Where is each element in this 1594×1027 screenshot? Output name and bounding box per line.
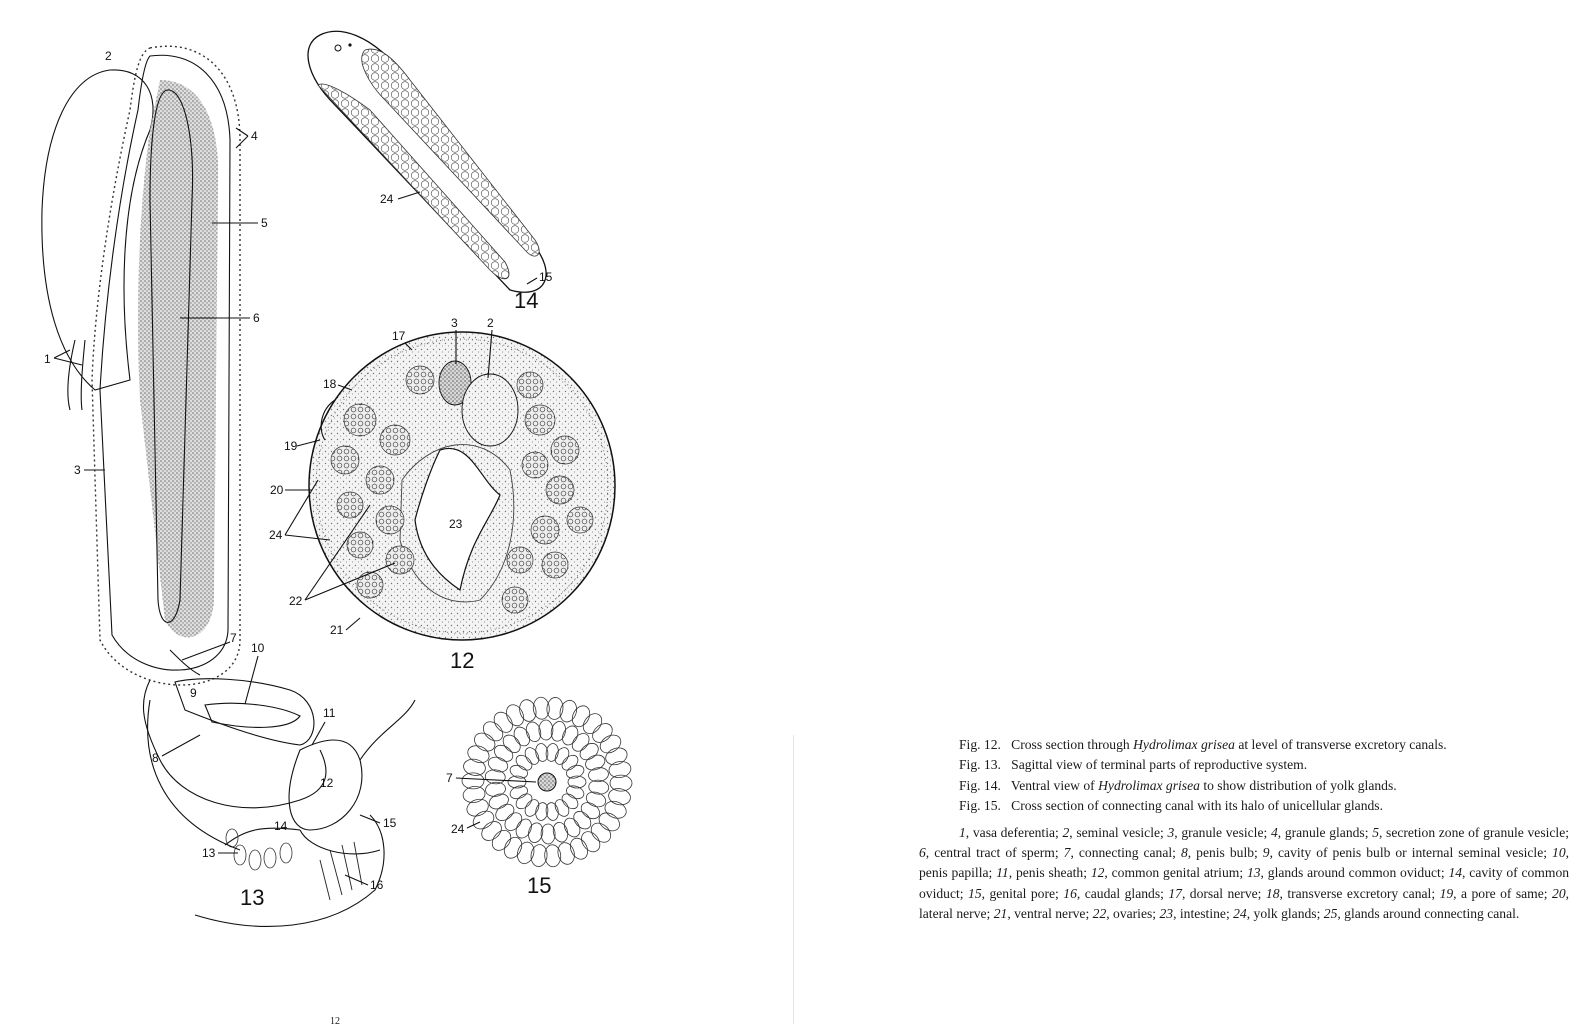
page-gutter [793, 735, 794, 1024]
label-12-23: 23 [449, 517, 463, 531]
legend-number: 7 [1063, 845, 1071, 861]
legend-number: 1 [959, 824, 966, 840]
legend-term: dorsal nerve [1189, 885, 1258, 901]
legend-number: 25 [1323, 906, 1338, 922]
legend-term: connecting canal [1078, 845, 1173, 861]
legend-number: 23 [1159, 906, 1174, 922]
label-12-24: 24 [269, 528, 283, 542]
figure-15-drawing [462, 697, 632, 868]
legend-number: 19 [1439, 885, 1454, 901]
label-13-13: 13 [202, 846, 216, 860]
legend-number: 2 [1062, 824, 1070, 840]
figure-13-number: 13 [240, 885, 265, 910]
figure-legend: 1, vasa deferentia; 2, seminal vesicle; 3, granule vesicle; 4, granule glands; 5, secretion zone of granule vesicle; 6, central tract of sperm; 7, connecting canal; 8, penis bulb; 9, cavity of penis bulb or internal seminal vesicle; 10, penis papilla; 11, penis sheath; 12, common genital atrium; 13, glands around common oviduct; 14, cavity of common oviduct; 15, genital pore; 16, caudal glands; 17, dorsal nerve; 18, transverse excretory canal; 19, a pore of same; 20, lateral nerve; 21, ventral nerve; 22, ovaries; 23, intestine; 24, yolk glands; 25, glands around connecting canal. [919, 824, 1570, 922]
label-13-1: 1 [44, 352, 51, 366]
label-13-16: 16 [370, 878, 384, 892]
legend-term: ventral nerve [1014, 906, 1086, 922]
page-number: 12 [330, 1016, 340, 1027]
legend-term: granule vesicle [1181, 824, 1264, 840]
label-12-17: 17 [392, 329, 406, 343]
label-12-3: 3 [451, 316, 458, 330]
label-12-22: 22 [289, 594, 303, 608]
figure-12-number: 12 [450, 648, 475, 673]
legend-term: penis bulb [1196, 845, 1255, 861]
label-14-15: 15 [539, 270, 553, 284]
label-13-4: 4 [251, 129, 258, 143]
legend-number: 3 [1167, 824, 1175, 840]
legend-number: 11 [996, 865, 1009, 881]
legend-term: penis papilla [919, 865, 989, 881]
legend-number: 20 [1552, 885, 1566, 901]
label-12-18: 18 [323, 377, 337, 391]
legend-number: 18 [1265, 885, 1280, 901]
legend-number: 14 [1448, 865, 1463, 881]
figure-14-drawing [308, 31, 546, 292]
figure-15-number: 15 [527, 873, 552, 898]
legend-number: 5 [1372, 824, 1379, 840]
label-13-15: 15 [383, 816, 397, 830]
legend-number: 22 [1092, 906, 1107, 922]
figure-12-drawing [309, 332, 615, 640]
legend-term: granule glands [1284, 824, 1365, 840]
label-14-24: 24 [380, 192, 394, 206]
label-13-6: 6 [253, 311, 260, 325]
legend-term: caudal glands [1084, 885, 1161, 901]
legend-term: secretion zone of granule vesicle [1386, 824, 1566, 840]
label-13-11: 11 [323, 706, 336, 720]
legend-number: 6 [919, 845, 926, 861]
legend-term: ovaries [1113, 906, 1153, 922]
legend-term: glands around connecting canal [1344, 906, 1516, 922]
legend-number: 21 [993, 906, 1008, 922]
legend-number: 8 [1180, 845, 1188, 861]
legend-term: vasa deferentia [972, 824, 1056, 840]
caption-fig-14: Fig. 14. Ventral view of Hydrolimax grisea to show distribution of yolk glands. [959, 777, 1397, 793]
legend-number: 10 [1552, 845, 1566, 861]
legend-term: a pore of same [1461, 885, 1544, 901]
legend-term: central tract of sperm [934, 845, 1055, 861]
label-12-21: 21 [330, 623, 344, 637]
legend-number: 24 [1233, 906, 1247, 922]
legend-term: transverse excretory canal [1287, 885, 1432, 901]
label-13-14: 14 [274, 819, 288, 833]
legend-term: intestine [1179, 906, 1226, 922]
label-13-2: 2 [105, 49, 112, 63]
legend-number: 13 [1246, 865, 1261, 881]
label-15-24: 24 [451, 822, 465, 836]
label-13-10: 10 [251, 641, 265, 655]
label-12-2: 2 [487, 316, 494, 330]
legend-number: 15 [968, 885, 982, 901]
label-13-8: 8 [152, 751, 159, 765]
label-13-7: 7 [230, 631, 237, 645]
legend-term: lateral nerve [919, 906, 987, 922]
label-15-7: 7 [446, 771, 453, 785]
legend-term: glands around common oviduct [1267, 865, 1441, 881]
label-13-9: 9 [190, 686, 197, 700]
legend-number: 9 [1262, 845, 1270, 861]
label-13-3: 3 [74, 463, 81, 477]
legend-term: genital pore [989, 885, 1056, 901]
label-12-19: 19 [284, 439, 298, 453]
legend-term: cavity of common oviduct [919, 865, 1570, 901]
figure-14-number: 14 [514, 288, 539, 313]
caption-fig-12: Fig. 12. Cross section through Hydrolimax grisea at level of transverse excretory canals. [959, 737, 1447, 752]
legend-number: 4 [1270, 824, 1278, 840]
figure-captions [919, 735, 1569, 925]
caption-fig-15: Fig. 15. Cross section of connecting canal with its halo of unicellular glands. [959, 798, 1383, 814]
legend-term: seminal vesicle [1076, 824, 1161, 840]
legend-term: penis sheath [1015, 865, 1084, 881]
legend-number: 17 [1168, 885, 1182, 901]
label-13-5: 5 [261, 216, 268, 230]
caption-fig-13: Fig. 13. Sagittal view of terminal parts of reproductive system. [959, 757, 1308, 773]
legend-number: 12 [1090, 865, 1105, 881]
legend-term: yolk glands [1253, 906, 1317, 922]
legend-term: cavity of penis bulb or internal seminal vesicle [1278, 845, 1544, 861]
legend-term: common genital atrium [1111, 865, 1240, 881]
legend-number: 16 [1063, 885, 1077, 901]
label-12-20: 20 [270, 483, 284, 497]
label-13-12: 12 [320, 776, 334, 790]
